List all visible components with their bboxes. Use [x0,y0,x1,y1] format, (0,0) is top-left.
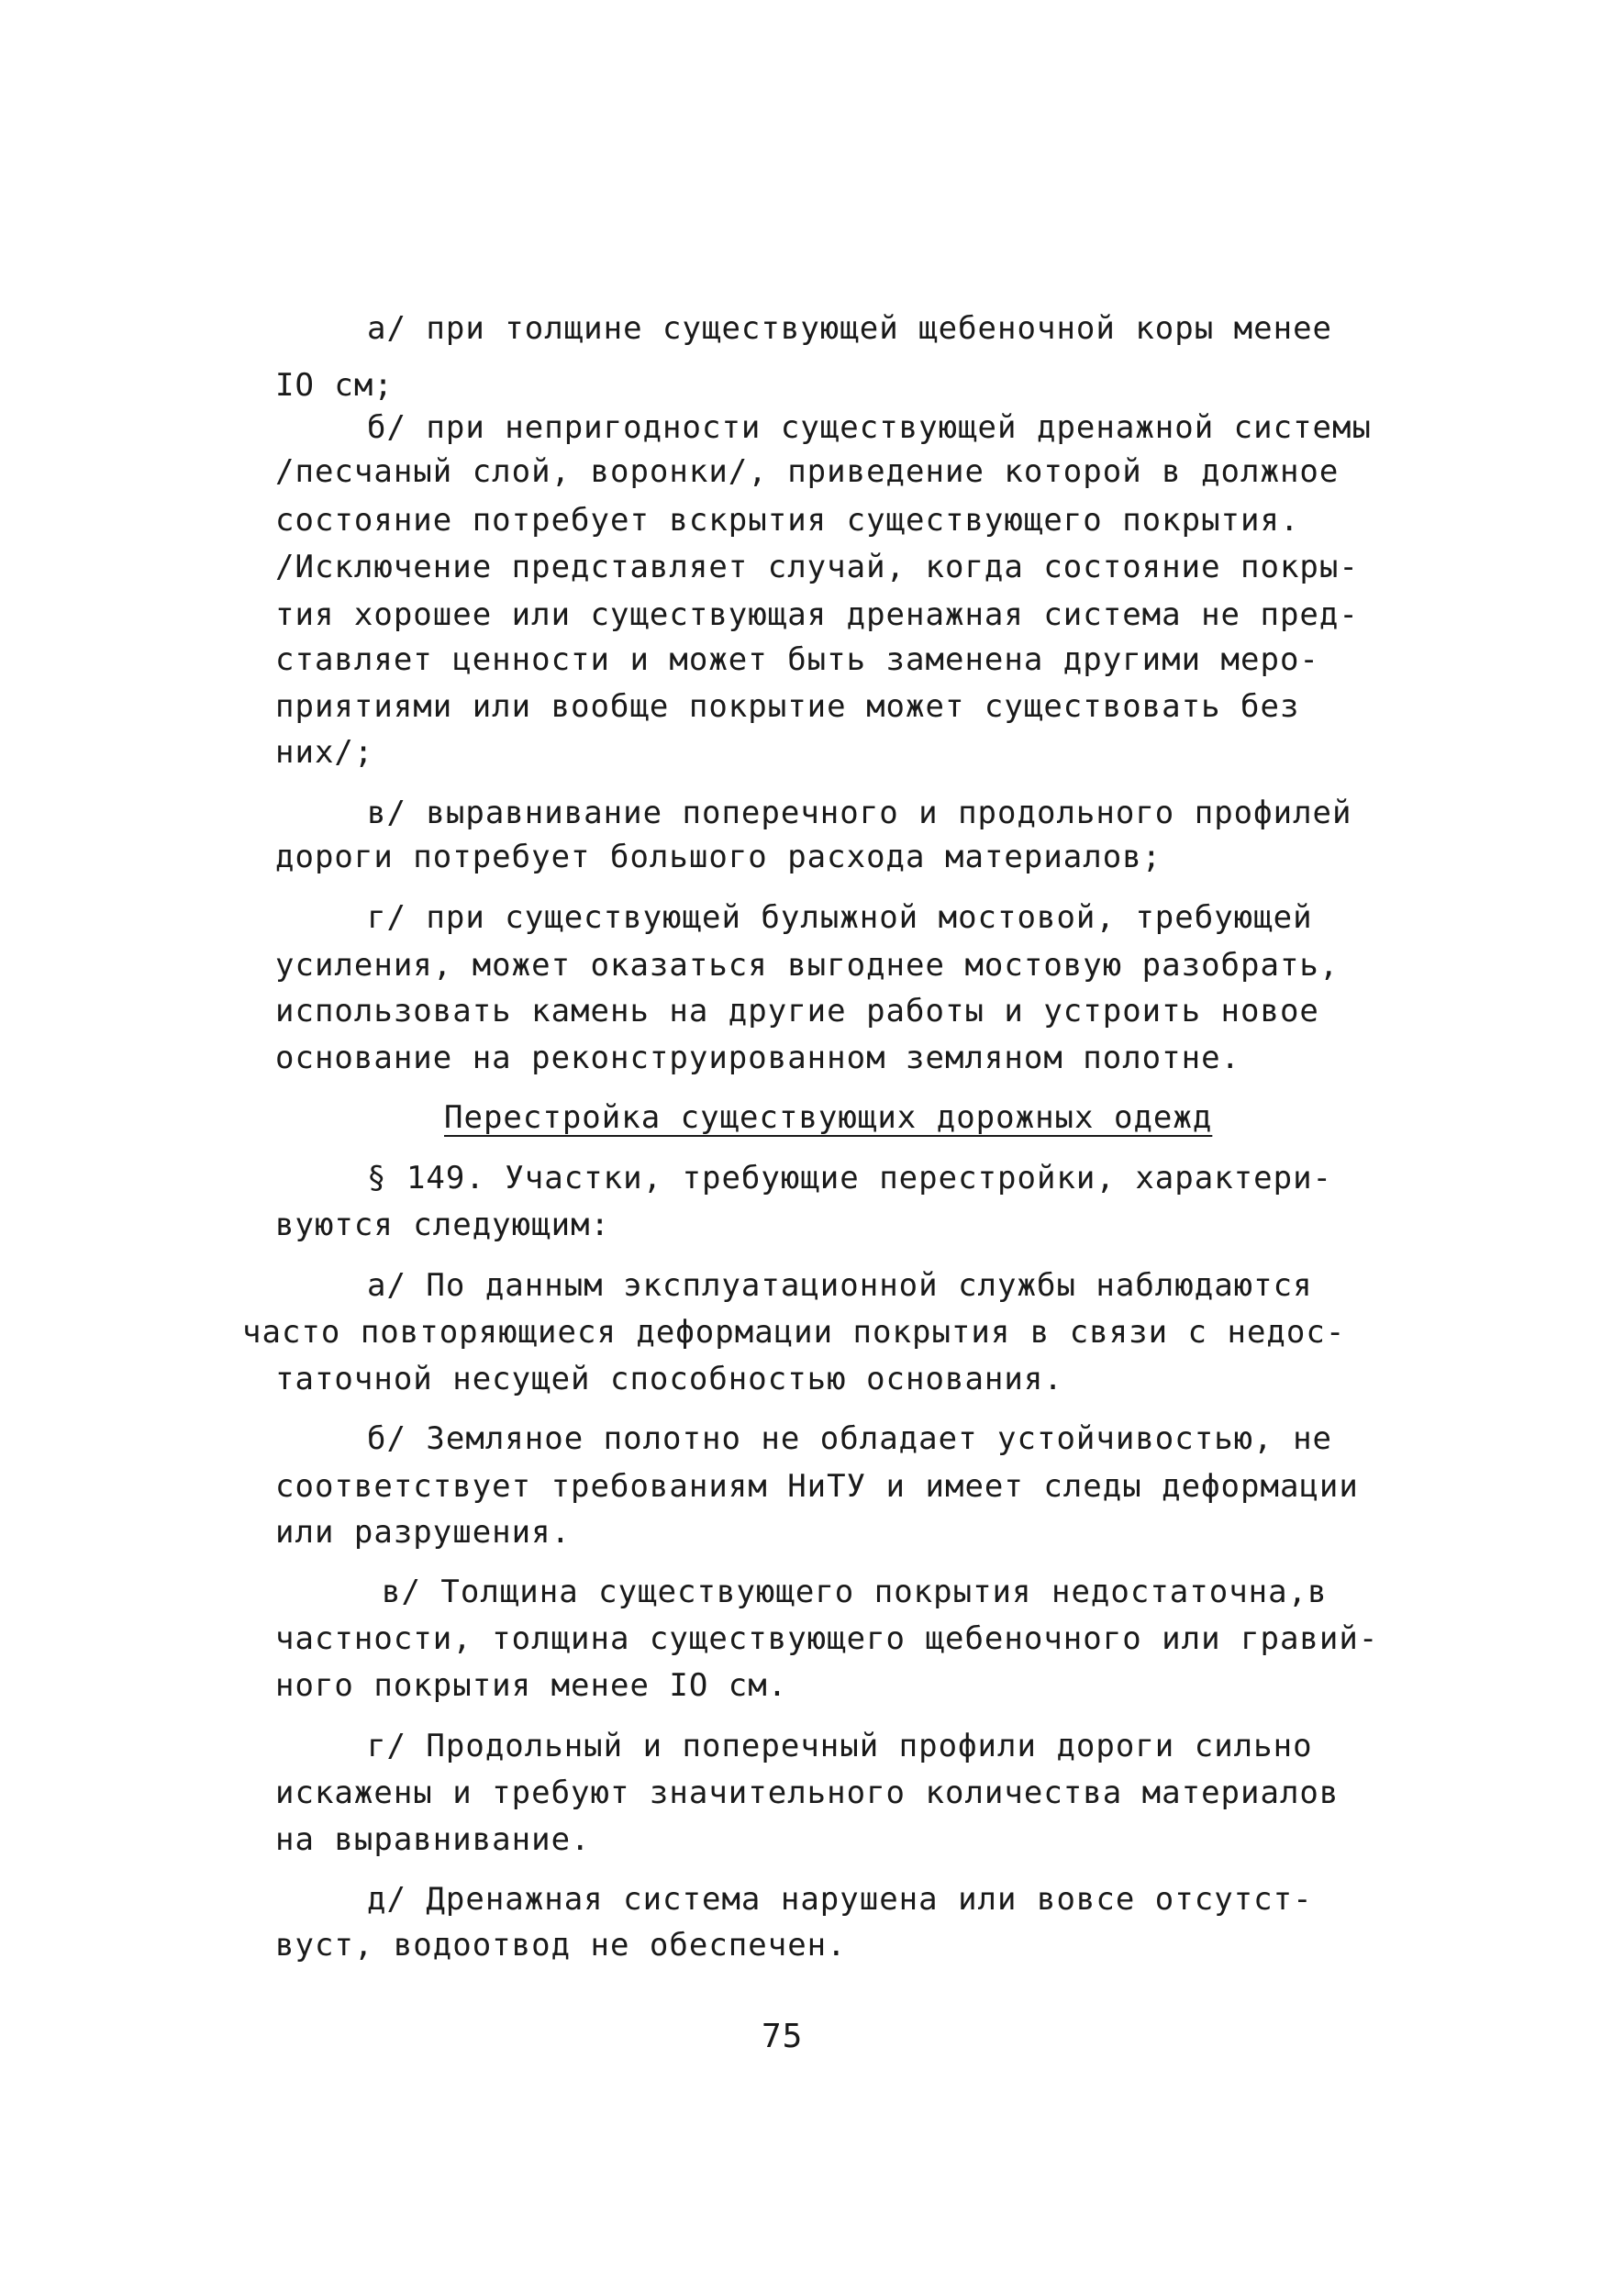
text-line: вуются следующим: [275,1207,610,1243]
text-line: часто повторяющиеся деформации покрытия в связи с недос- [242,1314,1346,1351]
section-heading: Перестройка существующих дорожных одежд [444,1099,1213,1136]
text-line: ставляет ценности и может быть заменена другими меро- [275,641,1319,678]
text-line: б/ Земляное полотно не обладает устойчивостью, не [367,1420,1333,1457]
text-line: д/ Дренажная система нарушена или вовсе отсутст- [367,1881,1313,1918]
text-line: /песчаный слой, воронки/, приведение которой в должное [275,453,1340,490]
text-line: них/; [275,734,374,771]
text-line: ного покрытия менее IO см. [275,1667,788,1704]
text-line: а/ при толщине существующей щебеночной коры менее [367,310,1333,347]
text-line: таточной несущей способностью основания. [275,1361,1063,1397]
text-line: IO см; [275,367,394,404]
text-line: тия хорошее или существующая дренажная система не пред- [275,596,1359,633]
text-line: частности, толщина существующего щебеночного или гравий- [275,1620,1379,1657]
text-line: основание на реконструированном земляном полотне. [275,1040,1241,1076]
text-line: вуст, водоотвод не обеспечен. [275,1927,847,1964]
text-line: в/ выравнивание поперечного и продольного профилей [367,795,1352,831]
text-line: или разрушения. [275,1514,572,1551]
text-line: /Исключение представляет случай, когда состояние покры- [275,549,1359,585]
text-line: приятиями или вообще покрытие может существовать без [275,688,1300,725]
text-line: состояние потребует вскрытия существующего покрытия. [275,502,1300,539]
text-line: в/ Толщина существующего покрытия недостаточна,в [382,1574,1328,1610]
text-line: б/ при непригодности существующей дренажной системы [367,409,1372,446]
text-line: использовать камень на другие работы и устроить новое [275,993,1319,1029]
page-number: 75 [762,2018,804,2055]
text-line: § 149. Участки, требующие перестройки, характери- [367,1160,1333,1196]
text-line: дороги потребует большого расхода материалов; [275,839,1162,875]
text-line: на выравнивание. [275,1821,591,1858]
text-line: соответствует требованиям НиТУ и имеет следы деформации [275,1468,1359,1505]
text-line: усиления, может оказаться выгоднее мостовую разобрать, [275,947,1340,984]
text-line: г/ Продольный и поперечный профили дороги сильно [367,1728,1313,1764]
text-line: г/ при существующей булыжной мостовой, требующей [367,899,1313,936]
text-line: а/ По данным эксплуатационной службы наблюдаются [367,1267,1313,1304]
text-line: искажены и требуют значительного количества материалов [275,1775,1340,1811]
